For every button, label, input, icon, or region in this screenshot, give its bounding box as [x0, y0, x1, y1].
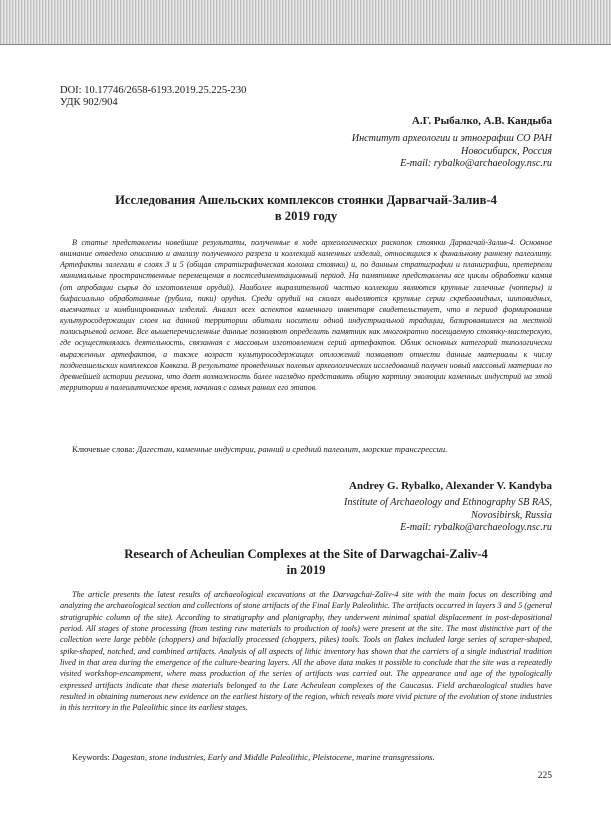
title-en — [60, 546, 552, 578]
title-en-line: in 2019 — [286, 563, 326, 577]
abstract-en: The article presents the latest results of archaeological excavations at the Darvagchai-Zaliv-4 site with the main focus on describing and analyzing the archaeological section and collections of stone artifacts of the Final Early Paleolithic. The artifacts occurred in layers 3 and 5 (general stratigraphic column of the site). According to stratigraphy and planigraphy, they underwent minimal spatial displacement in post-depositional period. All stages of stone processing (from testing raw materials to production of tools) were present at the site. The most distinctive part of the collection were large pebble (choppers) and bifacially processed (choppers, pikes) tools. Tools on flakes included large series of scraper-shaped, spike-shaped, notched, and combined artifacts. Analysis of all aspects of lithic inventory has shown that the carriers of a single industrial tradition lived in that area during the emergence of the culture-bearing layers. All the above data makes it possible to conclude that the site was a repeatedly visited workshop-encampment, where mass production of the series of artifacts was carried out. The appearance and age of the typologically expressed artifacts indicate that these materials belonged to the Late Acheulean complexes of the Caucasus. Field archaeological studies have resulted in obtaining numerous new evidence on the earliest history of the region, which reveals more vivid picture of the evolution of stone industries in this territory in the Paleolithic since its earliest stages. — [60, 590, 552, 713]
keywords-en-list: Dagestan, stone industries, Early and Middle Paleolithic, Pleistocene, marine transgressions. — [111, 752, 435, 762]
title-ru-line: в 2019 году — [274, 209, 338, 223]
udk-line: УДК 902/904 — [60, 97, 118, 108]
keywords-ru-label: Ключевые слова: — [72, 444, 135, 454]
abstract-ru: В статье представлены новейшие результаты, полученные в ходе археологических раскопок стоянки Дарвагчай-Залив-4. Основное внимание отведено описанию и анализу полученного разреза и коллекций каменных изделий, относящихся к финальному раннему палеолиту. Артефакты залегали в слоях 3 и 5 (общая стратиграфическая колонка стоянки) и, по данным стратиграфии и планиграфии, претерпели минимальные пространственные перемещения в постседиментационный период. На памятнике представлены все циклы обработки камня (от апробации сырья до изготовления орудий). Наиболее выразительной частью коллекции являются крупные галечные (чопперы) и бифасиально обработанные (рубила, пики) орудия. Среди орудий на сколах выделяются крупные серии скребловидных, шиповидных, выемчатых и комбинированных изделий. Анализ всех аспектов каменного инвентаря свидетельствует, что в период формирования культуросодержащих слоев на данной территории обитали носители одной индустриальной традиции, базировавшиеся на местной полисырьевой основе. Все вышеперечисленные данные позволяют определить памятник как многократно посещаемую стоянку-мастерскую, где осуществлялась деятельность, связанная с массовым изготовлением серий артефактов. Облик основных категорий типологически выраженных артефактов, а также возраст культуросодержащих отложений позволяют отнести данные материалы к числу позднеашельских комплексов Кавказа. В результате проведенных полевых археологических исследований получен новый массовый материал по древнейшей истории региона, что дает возможность более наглядно представить общую картину эволюции каменных индустрий на этой территории в палеолитическое время, начиная с самых ранних его этапов. — [60, 238, 552, 393]
doi-line: DOI: 10.17746/2658-6193.2019.25.225-230 — [60, 85, 247, 96]
keywords-ru — [60, 444, 552, 455]
page-header-band — [0, 0, 611, 44]
affiliation-en-line: Novosibirsk, Russia — [471, 509, 552, 521]
title-en-line: Research of Acheulian Complexes at the Site of Darwagchai-Zaliv-4 — [124, 547, 488, 561]
keywords-en — [60, 752, 552, 763]
title-ru — [60, 192, 552, 224]
keywords-ru-list: Дагестан, каменные индустрии, ранний и средний палеолит, морские трансгрессии. — [136, 444, 448, 454]
affiliation-ru-line: Новосибирск, Россия — [461, 145, 552, 157]
affiliation-en — [344, 497, 552, 535]
affiliation-ru — [352, 133, 552, 171]
affiliation-ru-line: Институт археологии и этнографии СО РАН — [351, 133, 552, 144]
affiliation-ru-line: E-mail: rybalko@archaeology.nsc.ru — [400, 158, 552, 170]
header-divider — [0, 44, 611, 45]
authors-en: Andrey G. Rybalko, Alexander V. Kandyba — [349, 480, 552, 492]
title-ru-line: Исследования Ашельских комплексов стоянки Дарвагчай-Залив-4 — [115, 193, 497, 207]
keywords-en-label: Keywords: — [72, 752, 110, 762]
page-number: 225 — [537, 771, 552, 781]
authors-ru: А.Г. Рыбалко, А.В. Кандыба — [411, 115, 552, 127]
affiliation-en-line: Institute of Archaeology and Ethnography SB RAS, — [344, 497, 552, 508]
affiliation-en-line: E-mail: rybalko@archaeology.nsc.ru — [400, 522, 552, 534]
